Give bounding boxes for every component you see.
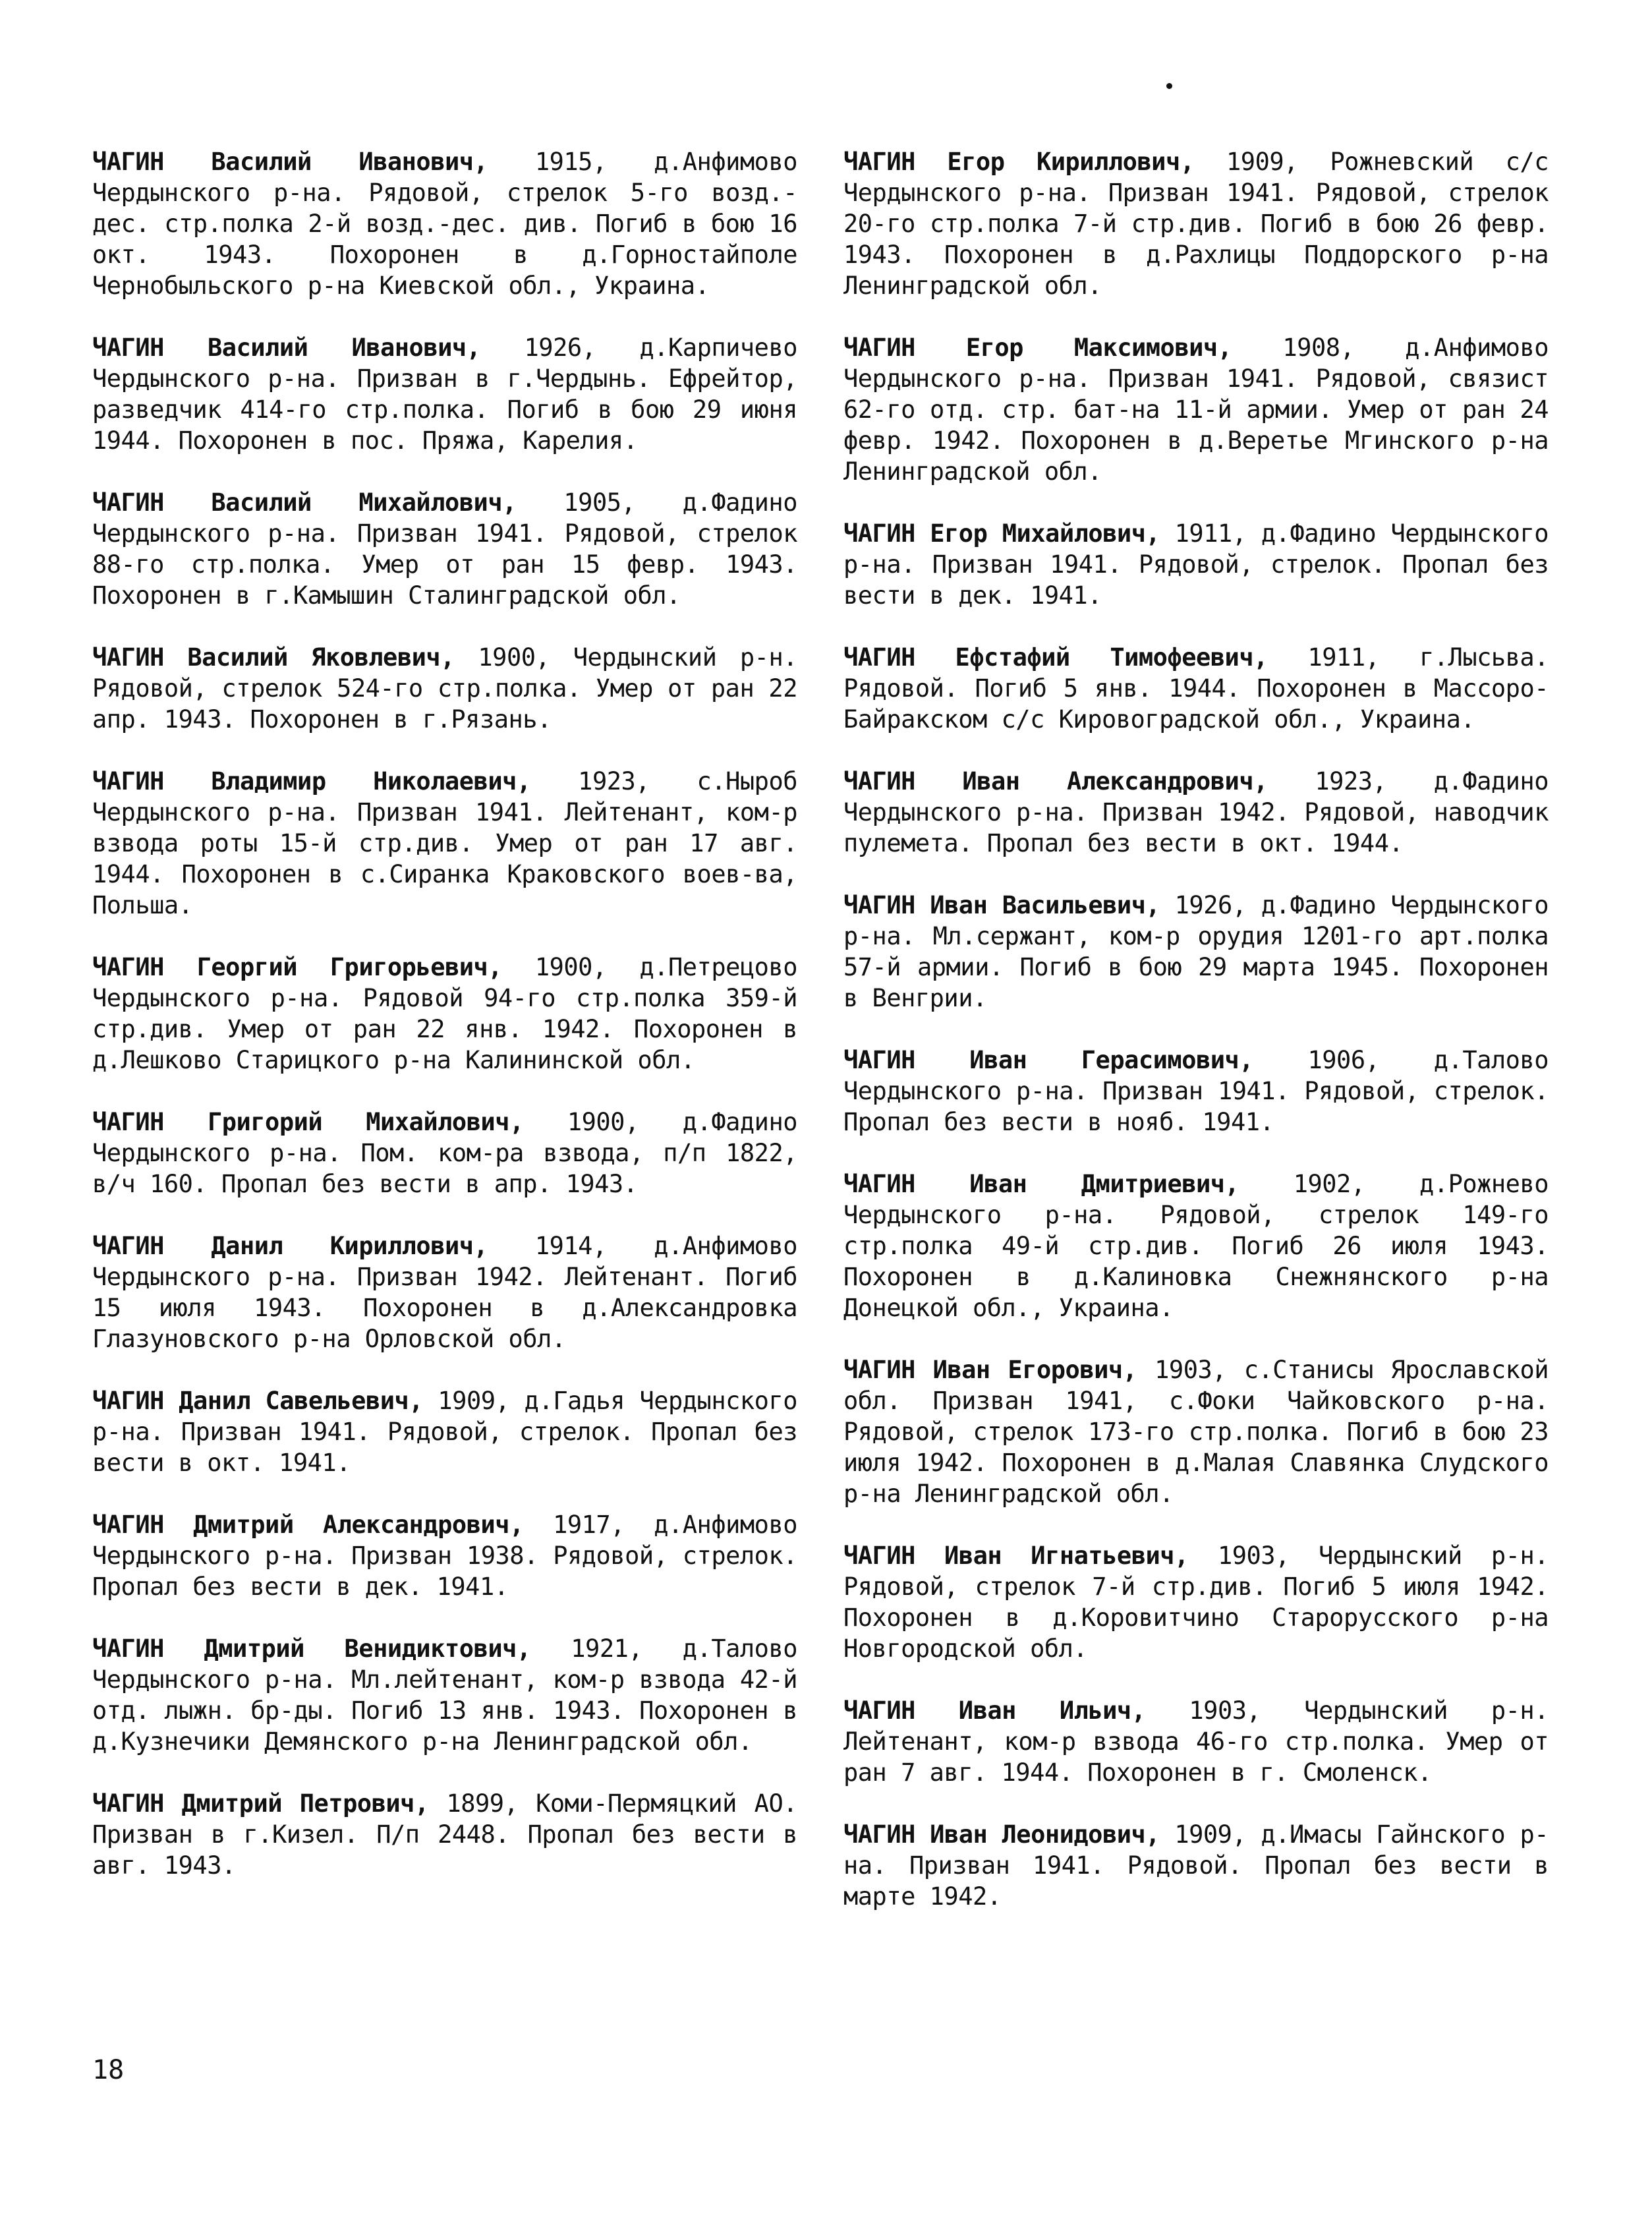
entry-text: 1915, д.Анфимово Чердынского р-на. Рядовой, стрелок 5-го возд.-дес. стр.полка 2-й возд.-дес. див. Погиб в бою 16 окт. 1943. Похоронен в д.Горностайполе Чернобыльского р-на Киевской обл., Украина. [92,148,797,300]
entry [92,1385,797,1478]
entry-text: 1926, д.Фадино Чердынского р-на. Мл.сержант, ком-р орудия 1201-го арт.полка 57-й армии. Погиб в бою 29 марта 1945. Похоронен в Венгрии. [843,891,1549,1012]
entry [92,766,797,921]
entry [92,1633,797,1757]
entry-name: ЧАГИН Егор Максимович, [843,333,1232,362]
left-column [92,146,797,1912]
entry-name: ЧАГИН Иван Дмитриевич, [843,1170,1239,1198]
entry-name: ЧАГИН Иван Васильевич, [843,891,1160,919]
right-column [843,146,1549,1943]
entry-name: ЧАГИН Василий Иванович, [92,333,481,362]
entry-text: 1903, Чердынский р-н. Рядовой, стрелок 7-й стр.див. Погиб 5 июля 1942. Похоронен в д.Коровитчино Старорусского р-на Новгородской обл. [843,1542,1549,1663]
entry [843,642,1549,735]
entry-name: ЧАГИН Георгий Григорьевич, [92,953,503,981]
entry-text: 1911, г.Лысьва. Рядовой. Погиб 5 янв. 1944. Похоронен в Массоро-Байракском с/с Кировоградской обл., Украина. [843,643,1549,734]
entry-text: 1917, д.Анфимово Чердынского р-на. Призван 1938. Рядовой, стрелок. Пропал без вести в дек. 1941. [92,1511,797,1601]
entry [92,146,797,301]
entry-name: ЧАГИН Дмитрий Петрович, [92,1789,429,1818]
entry-name: ЧАГИН Дмитрий Александрович, [92,1511,524,1539]
entry [92,952,797,1076]
entry-name: ЧАГИН Иван Леонидович, [843,1820,1160,1849]
entry-name: ЧАГИН Василий Яковлевич, [92,643,455,672]
entry-name: ЧАГИН Ефстафий Тимофеевич, [843,643,1268,672]
entry [92,1788,797,1881]
entry-name: ЧАГИН Иван Егорович, [843,1356,1137,1384]
entry-text: 1900, д.Петрецово Чердынского р-на. Рядовой 94-го стр.полка 359-й стр.див. Умер от ран 22 янв. 1942. Похоронен в д.Лешково Старицкого р-на Калининской обл. [92,953,797,1074]
entry-name: ЧАГИН Василий Иванович, [92,148,488,176]
entry-name: ЧАГИН Дмитрий Венидиктович, [92,1634,531,1663]
entry [843,1695,1549,1788]
entry-text: 1926, д.Карпичево Чердынского р-на. Призван в г.Чердынь. Ефрейтор, разведчик 414-го стр.полка. Погиб в бою 29 июня 1944. Похоронен в пос. Пряжа, Карелия. [92,333,797,455]
entry-text: 1900, Чердынский р-н. Рядовой, стрелок 524-го стр.полка. Умер от ран 22 апр. 1943. Похоронен в г.Рязань. [92,643,798,734]
entry-text: 1914, д.Анфимово Чердынского р-на. Призван 1942. Лейтенант. Погиб 15 июля 1943. Похоронен в д.Александровка Глазуновского р-на Орловской обл. [92,1232,797,1353]
entry-name: ЧАГИН Иван Игнатьевич, [843,1542,1189,1570]
entry [92,332,797,456]
entry-text: 1909, д.Имасы Гайнского р-на. Призван 1941. Рядовой. Пропал без вести в марте 1942. [843,1820,1549,1911]
printer-dot [1166,83,1172,89]
entry-text: 1900, д.Фадино Чердынского р-на. Пом. ком-ра взвода, п/п 1822, в/ч 160. Пропал без вести в апр. 1943. [92,1108,797,1198]
entry [92,487,797,611]
entry [843,1169,1549,1323]
entry-text: 1903, Чердынский р-н. Лейтенант, ком-р взвода 46-го стр.полка. Умер от ран 7 авг. 1944. Похоронен в г. Смоленск. [843,1696,1549,1787]
entry-name: ЧАГИН Иван Герасимович, [843,1046,1254,1074]
entry-text: 1906, д.Талово Чердынского р-на. Призван 1941. Рядовой, стрелок. Пропал без вести в нояб. 1941. [843,1046,1549,1136]
entry-name: ЧАГИН Данил Кириллович, [92,1232,488,1260]
entry-text: 1923, д.Фадино Чердынского р-на. Призван 1942. Рядовой, наводчик пулемета. Пропал без вести в окт. 1944. [843,767,1549,857]
entry [843,766,1549,859]
entry [92,642,797,735]
entry-text: 1921, д.Талово Чердынского р-на. Мл.лейтенант, ком-р взвода 42-й отд. лыжн. бр-ды. Погиб 13 янв. 1943. Похоронен в д.Кузнечики Демянского р-на Ленинградской обл. [92,1634,797,1756]
entry-text: 1911, д.Фадино Чердынского р-на. Призван 1941. Рядовой, стрелок. Пропал без вести в дек. 1941. [843,519,1549,610]
page-number: 18 [92,2055,125,2085]
entry-name: ЧАГИН Иван Александрович, [843,767,1268,795]
entry [843,332,1549,487]
entry-text: 1923, с.Ныроб Чердынского р-на. Призван 1941. Лейтенант, ком-р взвода роты 15-й стр.див. Умер от ран 17 авг. 1944. Похоронен в с.Сиранка Краковского воев-ва, Польша. [92,767,797,919]
entry [843,1540,1549,1664]
entry-name: ЧАГИН Данил Савельевич, [92,1387,424,1415]
entry-name: ЧАГИН Василий Михайлович, [92,488,517,517]
entry [843,518,1549,611]
entry-text: 1908, д.Анфимово Чердынского р-на. Призван 1941. Рядовой, связист 62-го отд. стр. бат-на 11-й армии. Умер от ран 24 февр. 1942. Похоронен в д.Веретье Мгинского р-на Ленинградской обл. [843,333,1549,486]
entry [843,1045,1549,1138]
entry-text: 1903, с.Станисы Ярославской обл. Призван 1941, с.Фоки Чайковского р-на. Рядовой, стрелок 173-го стр.полка. Погиб в бою 23 июля 1942. Похоронен в д.Малая Славянка Слудского р-на Ленинградской обл. [843,1356,1549,1508]
entry-text: 1902, д.Рожнево Чердынского р-на. Рядовой, стрелок 149-го стр.полка 49-й стр.див. Погиб 26 июля 1943. Похоронен в д.Калиновка Снежнянского р-на Донецкой обл., Украина. [843,1170,1549,1322]
entry [92,1107,797,1199]
entry [843,1819,1549,1912]
entry-name: ЧАГИН Егор Кириллович, [843,148,1195,176]
entry-name: ЧАГИН Егор Михайлович, [843,519,1160,548]
entry-name: ЧАГИН Григорий Михайлович, [92,1108,524,1136]
entry [92,1509,797,1602]
entry-text: 1909, Рожневский с/с Чердынского р-на. Призван 1941. Рядовой, стрелок 20-го стр.полка 7-й стр.див. Погиб в бою 26 февр. 1943. Похоронен в д.Рахлицы Поддорского р-на Ленинградской обл. [843,148,1549,300]
entry [843,890,1549,1014]
entry-text: 1899, Коми-Пермяцкий АО. Призван в г.Кизел. П/п 2448. Пропал без вести в авг. 1943. [92,1789,797,1880]
entry-name: ЧАГИН Владимир Николаевич, [92,767,531,795]
entry [843,146,1549,301]
entry [92,1230,797,1354]
entry-name: ЧАГИН Иван Ильич, [843,1696,1146,1725]
entry-text: 1909, д.Гадья Чердынского р-на. Призван 1941. Рядовой, стрелок. Пропал без вести в окт. 1941. [92,1387,797,1477]
entry-text: 1905, д.Фадино Чердынского р-на. Призван 1941. Рядовой, стрелок 88-го стр.полка. Умер от ран 15 февр. 1943. Похоронен в г.Камышин Сталинградской обл. [92,488,797,610]
entry [843,1354,1549,1509]
